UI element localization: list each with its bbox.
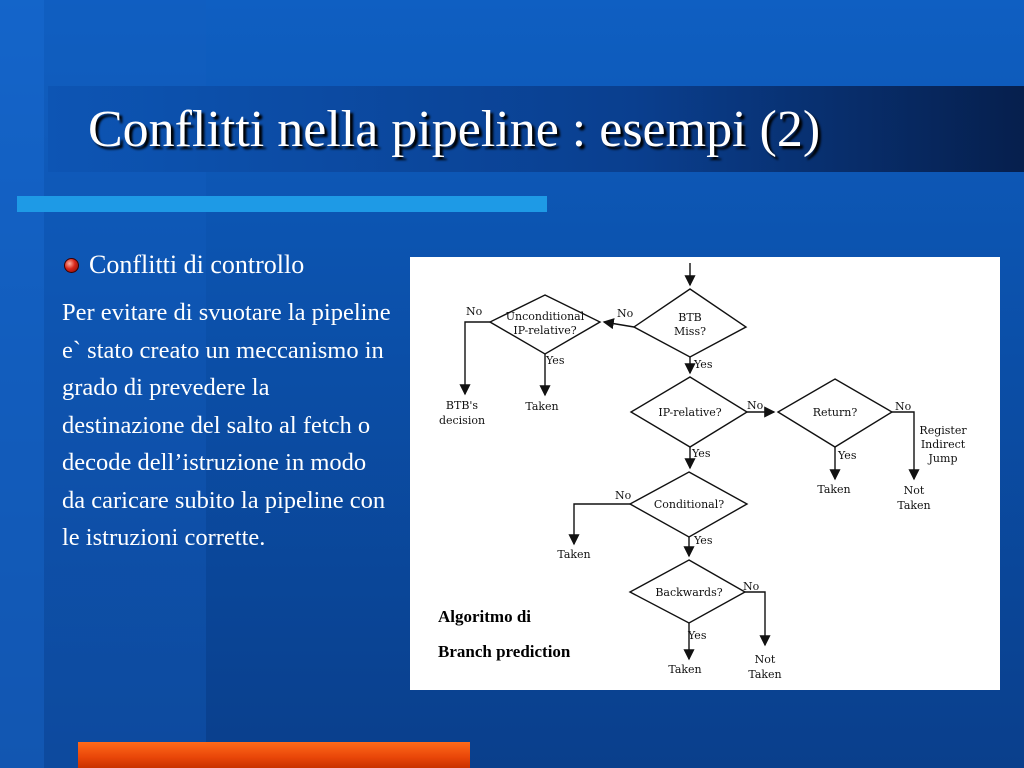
return-text: Return? (812, 406, 858, 419)
backwards-text: Backwards? (655, 586, 723, 599)
no-label: No (617, 307, 634, 320)
no-label: No (743, 580, 760, 593)
yes-label: Yes (838, 449, 857, 462)
taken-text: Taken (557, 548, 591, 561)
register-indirect-line1: Register (919, 424, 967, 437)
ip-relative-text: IP-relative? (658, 406, 722, 419)
flow-arrow (574, 504, 630, 544)
btb-miss-line1: BTB (678, 311, 702, 324)
no-label: No (615, 489, 632, 502)
yes-label: Yes (546, 354, 565, 367)
flow-arrow (892, 412, 914, 479)
unconditional-line2: IP-relative? (513, 324, 577, 337)
background-stripe (0, 0, 44, 768)
not-taken-line1: Not (754, 653, 776, 666)
btb-miss-line2: Miss? (674, 325, 706, 338)
yes-label: Yes (694, 358, 713, 371)
not-taken-line2: Taken (897, 499, 931, 512)
body-text: Per evitare di svuotare la pipeline e` stato creato un meccanismo in grado di prevedere la destinazione del salto al fetch o decode dell’istruzione in modo da caricare subito la pipeline con le istruzioni corrette. (62, 299, 391, 551)
bullet-icon (64, 258, 79, 273)
flow-arrow (745, 592, 765, 645)
conditional-text: Conditional? (653, 498, 725, 511)
taken-text: Taken (817, 483, 851, 496)
btb-decision-line1: BTB's (445, 399, 479, 412)
accent-bar (17, 196, 547, 212)
taken-text: Taken (525, 400, 559, 413)
flow-arrow (604, 322, 634, 327)
bullet-text: Conflitti di controllo (89, 250, 305, 279)
slide-title: Conflitti nella pipeline : esempi (2) (88, 101, 821, 158)
figure-caption-line2: Branch prediction (438, 642, 571, 661)
register-indirect-line3: Jump (928, 452, 958, 465)
yes-label: Yes (692, 447, 711, 460)
not-taken-line1: Not (903, 484, 925, 497)
figure-caption-line1: Algoritmo di (438, 607, 532, 626)
bullet-item (64, 250, 304, 280)
yes-label: Yes (688, 629, 707, 642)
taken-text: Taken (668, 663, 702, 676)
btb-decision-line2: decision (438, 414, 486, 427)
unconditional-line1: Unconditional (505, 310, 585, 323)
flowchart-figure (410, 257, 1000, 690)
flow-arrow (465, 322, 490, 394)
no-label: No (466, 305, 483, 318)
not-taken-line2: Taken (748, 668, 782, 681)
no-label: No (747, 399, 764, 412)
footer-accent-bar (78, 742, 470, 768)
register-indirect-line2: Indirect (920, 438, 966, 451)
yes-label: Yes (694, 534, 713, 547)
no-label: No (895, 400, 912, 413)
